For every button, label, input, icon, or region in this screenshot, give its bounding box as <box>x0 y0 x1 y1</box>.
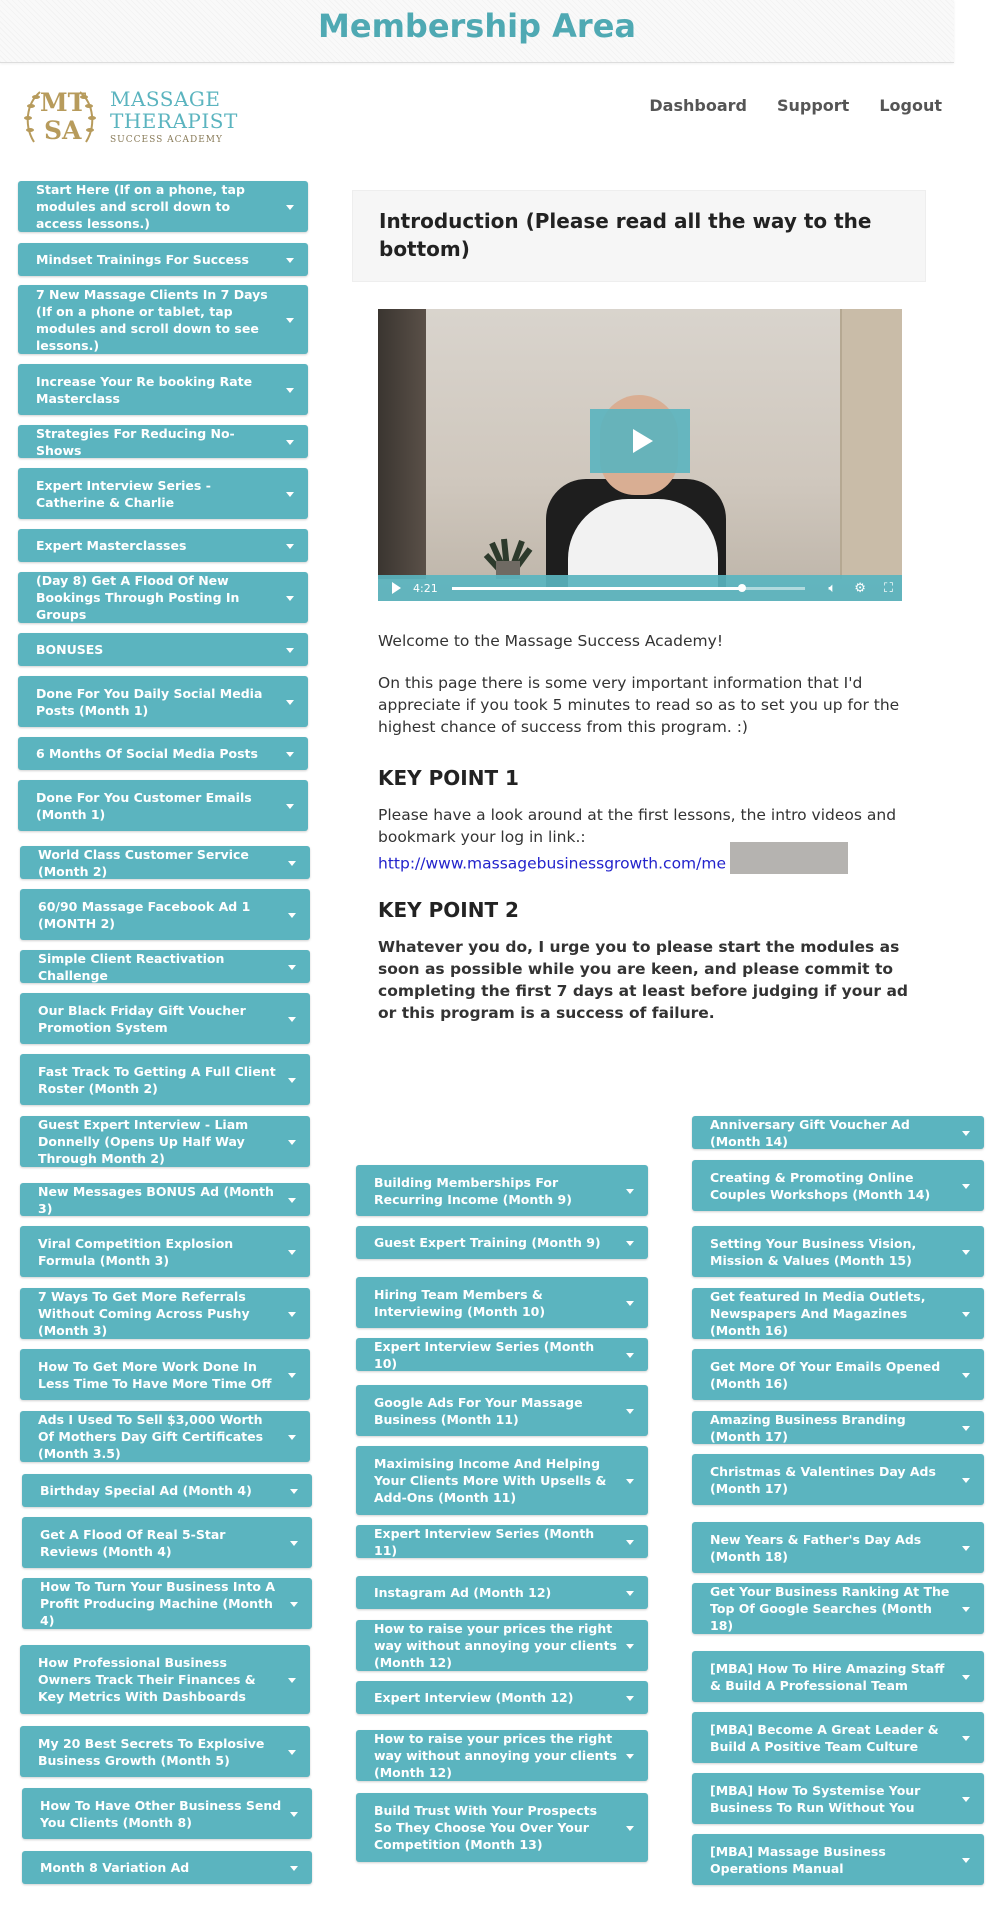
volume-icon[interactable]: 🔈︎ <box>828 580 837 596</box>
video-door <box>840 309 902 579</box>
module-button[interactable] <box>356 1576 648 1609</box>
chevron-down-icon <box>626 1301 634 1306</box>
module-label: Guest Expert Training (Month 9) <box>374 1235 601 1250</box>
module-button[interactable] <box>22 1851 312 1884</box>
lesson-title: Introduction (Please read all the way to the bottom) <box>379 209 872 261</box>
module-label: New Messages BONUS Ad (Month 3) <box>38 1183 274 1216</box>
chevron-down-icon <box>288 965 296 970</box>
module-label: Fast Track To Getting A Full Client Roster (Month 2) <box>38 1063 276 1096</box>
chevron-down-icon <box>962 1312 970 1317</box>
module-button[interactable] <box>18 572 308 623</box>
module-button[interactable] <box>20 1226 310 1277</box>
chevron-down-icon <box>288 1017 296 1022</box>
play-small-icon[interactable] <box>392 582 401 594</box>
module-button[interactable] <box>692 1712 984 1763</box>
chevron-down-icon <box>286 544 294 549</box>
module-button[interactable] <box>20 889 310 940</box>
module-label: My 20 Best Secrets To Explosive Business Growth (Month 5) <box>38 1735 265 1768</box>
chevron-down-icon <box>286 804 294 809</box>
module-button[interactable] <box>692 1411 984 1444</box>
redacted-block <box>730 842 848 874</box>
chevron-down-icon <box>286 700 294 705</box>
video-progress-knob[interactable] <box>738 584 746 592</box>
module-button[interactable] <box>20 1116 310 1167</box>
chevron-down-icon <box>626 1696 634 1701</box>
module-button[interactable] <box>18 676 308 727</box>
module-label: 60/90 Massage Facebook Ad 1 (MONTH 2) <box>38 898 251 931</box>
module-button[interactable] <box>692 1522 984 1573</box>
chevron-down-icon <box>962 1675 970 1680</box>
module-label: Done For You Customer Emails (Month 1) <box>36 789 252 822</box>
chevron-down-icon <box>290 1602 298 1607</box>
module-button[interactable] <box>20 1349 310 1400</box>
module-button[interactable] <box>22 1578 312 1629</box>
video-time: 4:21 <box>413 581 438 595</box>
video-player[interactable] <box>378 309 902 601</box>
chevron-down-icon <box>288 1250 296 1255</box>
chevron-down-icon <box>286 318 294 323</box>
chevron-down-icon <box>962 1797 970 1802</box>
chevron-down-icon <box>626 1754 634 1759</box>
module-label: (Day 8) Get A Flood Of New Bookings Through Posting In Groups <box>36 573 240 622</box>
chevron-down-icon <box>286 205 294 210</box>
logo-line-2: THERAPIST <box>110 109 238 133</box>
chevron-down-icon <box>288 913 296 918</box>
nav-support[interactable]: Support <box>776 96 850 115</box>
module-label: Amazing Business Branding (Month 17) <box>710 1411 906 1444</box>
module-label: Get A Flood Of Real 5-Star Reviews (Month 4) <box>40 1526 226 1559</box>
module-label: Expert Interview Series - Catherine & Charlie <box>36 477 211 510</box>
chevron-down-icon <box>962 1184 970 1189</box>
chevron-down-icon <box>288 1678 296 1683</box>
module-button[interactable] <box>692 1651 984 1702</box>
module-label: Expert Interview (Month 12) <box>374 1690 574 1705</box>
video-progress-fill <box>452 587 742 590</box>
module-button[interactable] <box>356 1620 648 1671</box>
logo-line-3: SUCCESS ACADEMY <box>110 135 223 145</box>
module-button[interactable] <box>692 1773 984 1824</box>
module-label: [MBA] Become A Great Leader & Build A Positive Team Culture <box>710 1721 939 1754</box>
module-button[interactable] <box>692 1288 984 1339</box>
chevron-down-icon <box>626 1241 634 1246</box>
chevron-down-icon <box>288 1198 296 1203</box>
module-label: Get featured In Media Outlets, Newspapers And Magazines (Month 16) <box>710 1289 926 1338</box>
module-button[interactable] <box>20 1645 310 1714</box>
logo-monogram-top: MT <box>40 88 87 117</box>
module-label: Ads I Used To Sell $3,000 Worth Of Mothers Day Gift Certificates (Month 3.5) <box>38 1412 264 1461</box>
chevron-down-icon <box>962 1373 970 1378</box>
key-point-2-heading: KEY POINT 2 <box>378 898 519 922</box>
module-button[interactable] <box>356 1681 648 1714</box>
module-button[interactable] <box>18 243 308 276</box>
module-button[interactable] <box>20 1054 310 1105</box>
module-label: Our Black Friday Gift Voucher Promotion System <box>38 1002 246 1035</box>
chevron-down-icon <box>286 492 294 497</box>
module-label: World Class Customer Service (Month 2) <box>38 846 249 879</box>
chevron-down-icon <box>626 1189 634 1194</box>
module-button[interactable] <box>692 1454 984 1505</box>
fullscreen-icon[interactable]: ⛶ <box>883 580 893 596</box>
module-label: Strategies For Reducing No-Shows <box>36 425 235 458</box>
logo-line-1: MASSAGE <box>110 87 221 111</box>
module-button[interactable] <box>18 285 308 354</box>
chevron-down-icon <box>962 1607 970 1612</box>
intro-paragraph: On this page there is some very important information that I'd appreciate if you took 5 minutes to read so as to set you up for the highest chance of success from this program. :) <box>378 674 900 736</box>
module-button[interactable] <box>20 950 310 983</box>
chevron-down-icon <box>626 1826 634 1831</box>
chevron-down-icon <box>290 1541 298 1546</box>
module-button[interactable] <box>356 1730 648 1781</box>
play-icon <box>633 429 653 453</box>
module-button[interactable] <box>20 993 310 1044</box>
chevron-down-icon <box>962 1250 970 1255</box>
video-progress-bar[interactable] <box>452 587 806 590</box>
chevron-down-icon <box>290 1489 298 1494</box>
module-label: 6 Months Of Social Media Posts <box>36 746 258 761</box>
module-label: Hiring Team Members & Interviewing (Month 10) <box>374 1286 546 1319</box>
module-button[interactable] <box>20 1726 310 1777</box>
module-label: Expert Interview Series (Month 11) <box>374 1525 595 1558</box>
logo-monogram <box>24 86 106 150</box>
module-label: Expert Masterclasses <box>36 538 187 553</box>
module-label: How To Have Other Business Send You Clients (Month 8) <box>40 1797 282 1830</box>
module-button[interactable] <box>18 364 308 415</box>
chevron-down-icon <box>290 1866 298 1871</box>
settings-gear-icon[interactable]: ⚙︎ <box>854 580 866 596</box>
key-point-1-body: Please have a look around at the first lessons, the intro videos and bookmark your log in link.: <box>378 806 897 846</box>
module-button[interactable] <box>18 529 308 562</box>
module-button[interactable] <box>20 1183 310 1216</box>
module-button[interactable] <box>20 846 310 879</box>
module-label: Start Here (If on a phone, tap modules and scroll down to access lessons.) <box>36 182 245 231</box>
module-button[interactable] <box>356 1525 648 1558</box>
module-label: 7 Ways To Get More Referrals Without Coming Across Pushy (Month 3) <box>38 1289 250 1338</box>
video-bookshelf <box>378 309 426 579</box>
top-nav <box>649 96 942 115</box>
module-label: Increase Your Re booking Rate Masterclass <box>36 373 253 406</box>
page-title: Membership Area <box>318 7 636 45</box>
chevron-down-icon <box>962 1131 970 1136</box>
module-button[interactable] <box>692 1116 984 1149</box>
module-button[interactable] <box>692 1834 984 1885</box>
login-link[interactable]: http://www.massagebusinessgrowth.com/me <box>378 854 727 873</box>
module-label: [MBA] How To Hire Amazing Staff & Build A Professional Team <box>710 1660 945 1693</box>
chevron-down-icon <box>626 1644 634 1649</box>
chevron-down-icon <box>288 861 296 866</box>
lesson-title-box <box>352 190 926 282</box>
chevron-down-icon <box>286 440 294 445</box>
module-button[interactable] <box>692 1583 984 1634</box>
module-button[interactable] <box>18 633 308 666</box>
module-label: Month 8 Variation Ad <box>40 1860 190 1875</box>
module-button[interactable] <box>356 1338 648 1371</box>
module-button[interactable] <box>356 1277 648 1328</box>
chevron-down-icon <box>290 1812 298 1817</box>
module-button[interactable] <box>18 780 308 831</box>
module-label: Instagram Ad (Month 12) <box>374 1585 552 1600</box>
module-label: Mindset Trainings For Success <box>36 252 249 267</box>
chevron-down-icon <box>962 1546 970 1551</box>
module-button[interactable] <box>20 1288 310 1339</box>
module-button[interactable] <box>356 1226 648 1259</box>
chevron-down-icon <box>626 1409 634 1414</box>
module-button[interactable] <box>692 1226 984 1277</box>
module-button[interactable] <box>20 1411 310 1462</box>
module-label: Guest Expert Interview - Liam Donnelly (Opens Up Half Way Through Month 2) <box>38 1117 249 1166</box>
video-plant <box>478 499 538 579</box>
chevron-down-icon <box>626 1479 634 1484</box>
module-label: Viral Competition Explosion Formula (Month 3) <box>38 1235 234 1268</box>
module-label: [MBA] Massage Business Operations Manual <box>710 1843 886 1876</box>
nav-logout[interactable]: Logout <box>879 96 942 115</box>
module-label: BONUSES <box>36 642 104 657</box>
nav-dashboard[interactable]: Dashboard <box>649 96 747 115</box>
module-label: Birthday Special Ad (Month 4) <box>40 1483 252 1498</box>
chevron-down-icon <box>626 1591 634 1596</box>
chevron-down-icon <box>288 1750 296 1755</box>
key-point-2-text: Whatever you do, I urge you to please start the modules as soon as possible while you are keen, and please commit to completing the first 7 days at least before judging if your ad or this program is a success of failure. <box>378 938 909 1022</box>
module-button[interactable] <box>18 181 308 232</box>
module-label: How to raise your prices the right way without annoying your clients (Month 12) <box>374 1731 617 1780</box>
module-label: Christmas & Valentines Day Ads (Month 17) <box>710 1463 936 1496</box>
module-label: How to raise your prices the right way without annoying your clients (Month 12) <box>374 1621 617 1670</box>
module-button[interactable] <box>692 1349 984 1400</box>
chevron-down-icon <box>626 1540 634 1545</box>
chevron-down-icon <box>962 1858 970 1863</box>
chevron-down-icon <box>288 1312 296 1317</box>
module-button[interactable] <box>356 1385 648 1436</box>
module-label: How To Get More Work Done In Less Time To Have More Time Off <box>38 1358 272 1391</box>
module-button[interactable] <box>356 1165 648 1216</box>
module-label: Get More Of Your Emails Opened (Month 16) <box>710 1358 941 1391</box>
module-button[interactable] <box>356 1446 648 1515</box>
chevron-down-icon <box>288 1140 296 1145</box>
module-label: Maximising Income And Helping Your Clients More With Upsells & Add-Ons (Month 11) <box>374 1456 607 1505</box>
chevron-down-icon <box>286 388 294 393</box>
module-label: Anniversary Gift Voucher Ad (Month 14) <box>710 1116 910 1149</box>
chevron-down-icon <box>962 1426 970 1431</box>
logo-monogram-bottom: SA <box>44 116 82 145</box>
module-button[interactable] <box>18 468 308 519</box>
module-label: [MBA] How To Systemise Your Business To Run Without You <box>710 1782 921 1815</box>
video-controls <box>378 575 902 601</box>
chevron-down-icon <box>288 1435 296 1440</box>
module-button[interactable] <box>356 1793 648 1862</box>
chevron-down-icon <box>288 1078 296 1083</box>
play-button[interactable] <box>590 409 690 473</box>
module-button[interactable] <box>18 425 308 458</box>
key-point-1-heading: KEY POINT 1 <box>378 766 519 790</box>
module-button[interactable] <box>22 1517 312 1568</box>
module-label: Get Your Business Ranking At The Top Of Google Searches (Month 18) <box>710 1584 950 1633</box>
module-label: Setting Your Business Vision, Mission & Values (Month 15) <box>710 1235 917 1268</box>
module-label: Google Ads For Your Massage Business (Month 11) <box>374 1394 583 1427</box>
module-label: Done For You Daily Social Media Posts (Month 1) <box>36 685 263 718</box>
module-label: Creating & Promoting Online Couples Workshops (Month 14) <box>710 1169 931 1202</box>
chevron-down-icon <box>286 648 294 653</box>
module-label: Build Trust With Your Prospects So They Choose You Over Your Competition (Month 13) <box>374 1803 598 1852</box>
chevron-down-icon <box>626 1353 634 1358</box>
chevron-down-icon <box>286 596 294 601</box>
chevron-down-icon <box>286 258 294 263</box>
page-header-bar <box>0 0 954 63</box>
module-label: How To Turn Your Business Into A Profit Producing Machine (Month 4) <box>40 1579 276 1628</box>
chevron-down-icon <box>288 1373 296 1378</box>
key-point-1-text <box>378 804 918 880</box>
chevron-down-icon <box>962 1736 970 1741</box>
module-label: Simple Client Reactivation Challenge <box>38 950 225 983</box>
module-button[interactable] <box>18 737 308 770</box>
module-label: How Professional Business Owners Track Their Finances & Key Metrics With Dashboards <box>38 1655 256 1704</box>
module-button[interactable] <box>22 1788 312 1839</box>
module-button[interactable] <box>22 1474 312 1507</box>
module-label: Expert Interview Series (Month 10) <box>374 1338 595 1371</box>
chevron-down-icon <box>286 752 294 757</box>
chevron-down-icon <box>962 1478 970 1483</box>
module-label: New Years & Father's Day Ads (Month 18) <box>710 1531 922 1564</box>
site-logo[interactable] <box>24 86 238 150</box>
module-button[interactable] <box>692 1160 984 1211</box>
module-label: 7 New Massage Clients In 7 Days (If on a phone or tablet, tap modules and scroll down to see lessons.) <box>36 286 268 353</box>
module-label: Building Memberships For Recurring Income (Month 9) <box>374 1174 572 1207</box>
welcome-text: Welcome to the Massage Success Academy! <box>378 632 724 650</box>
